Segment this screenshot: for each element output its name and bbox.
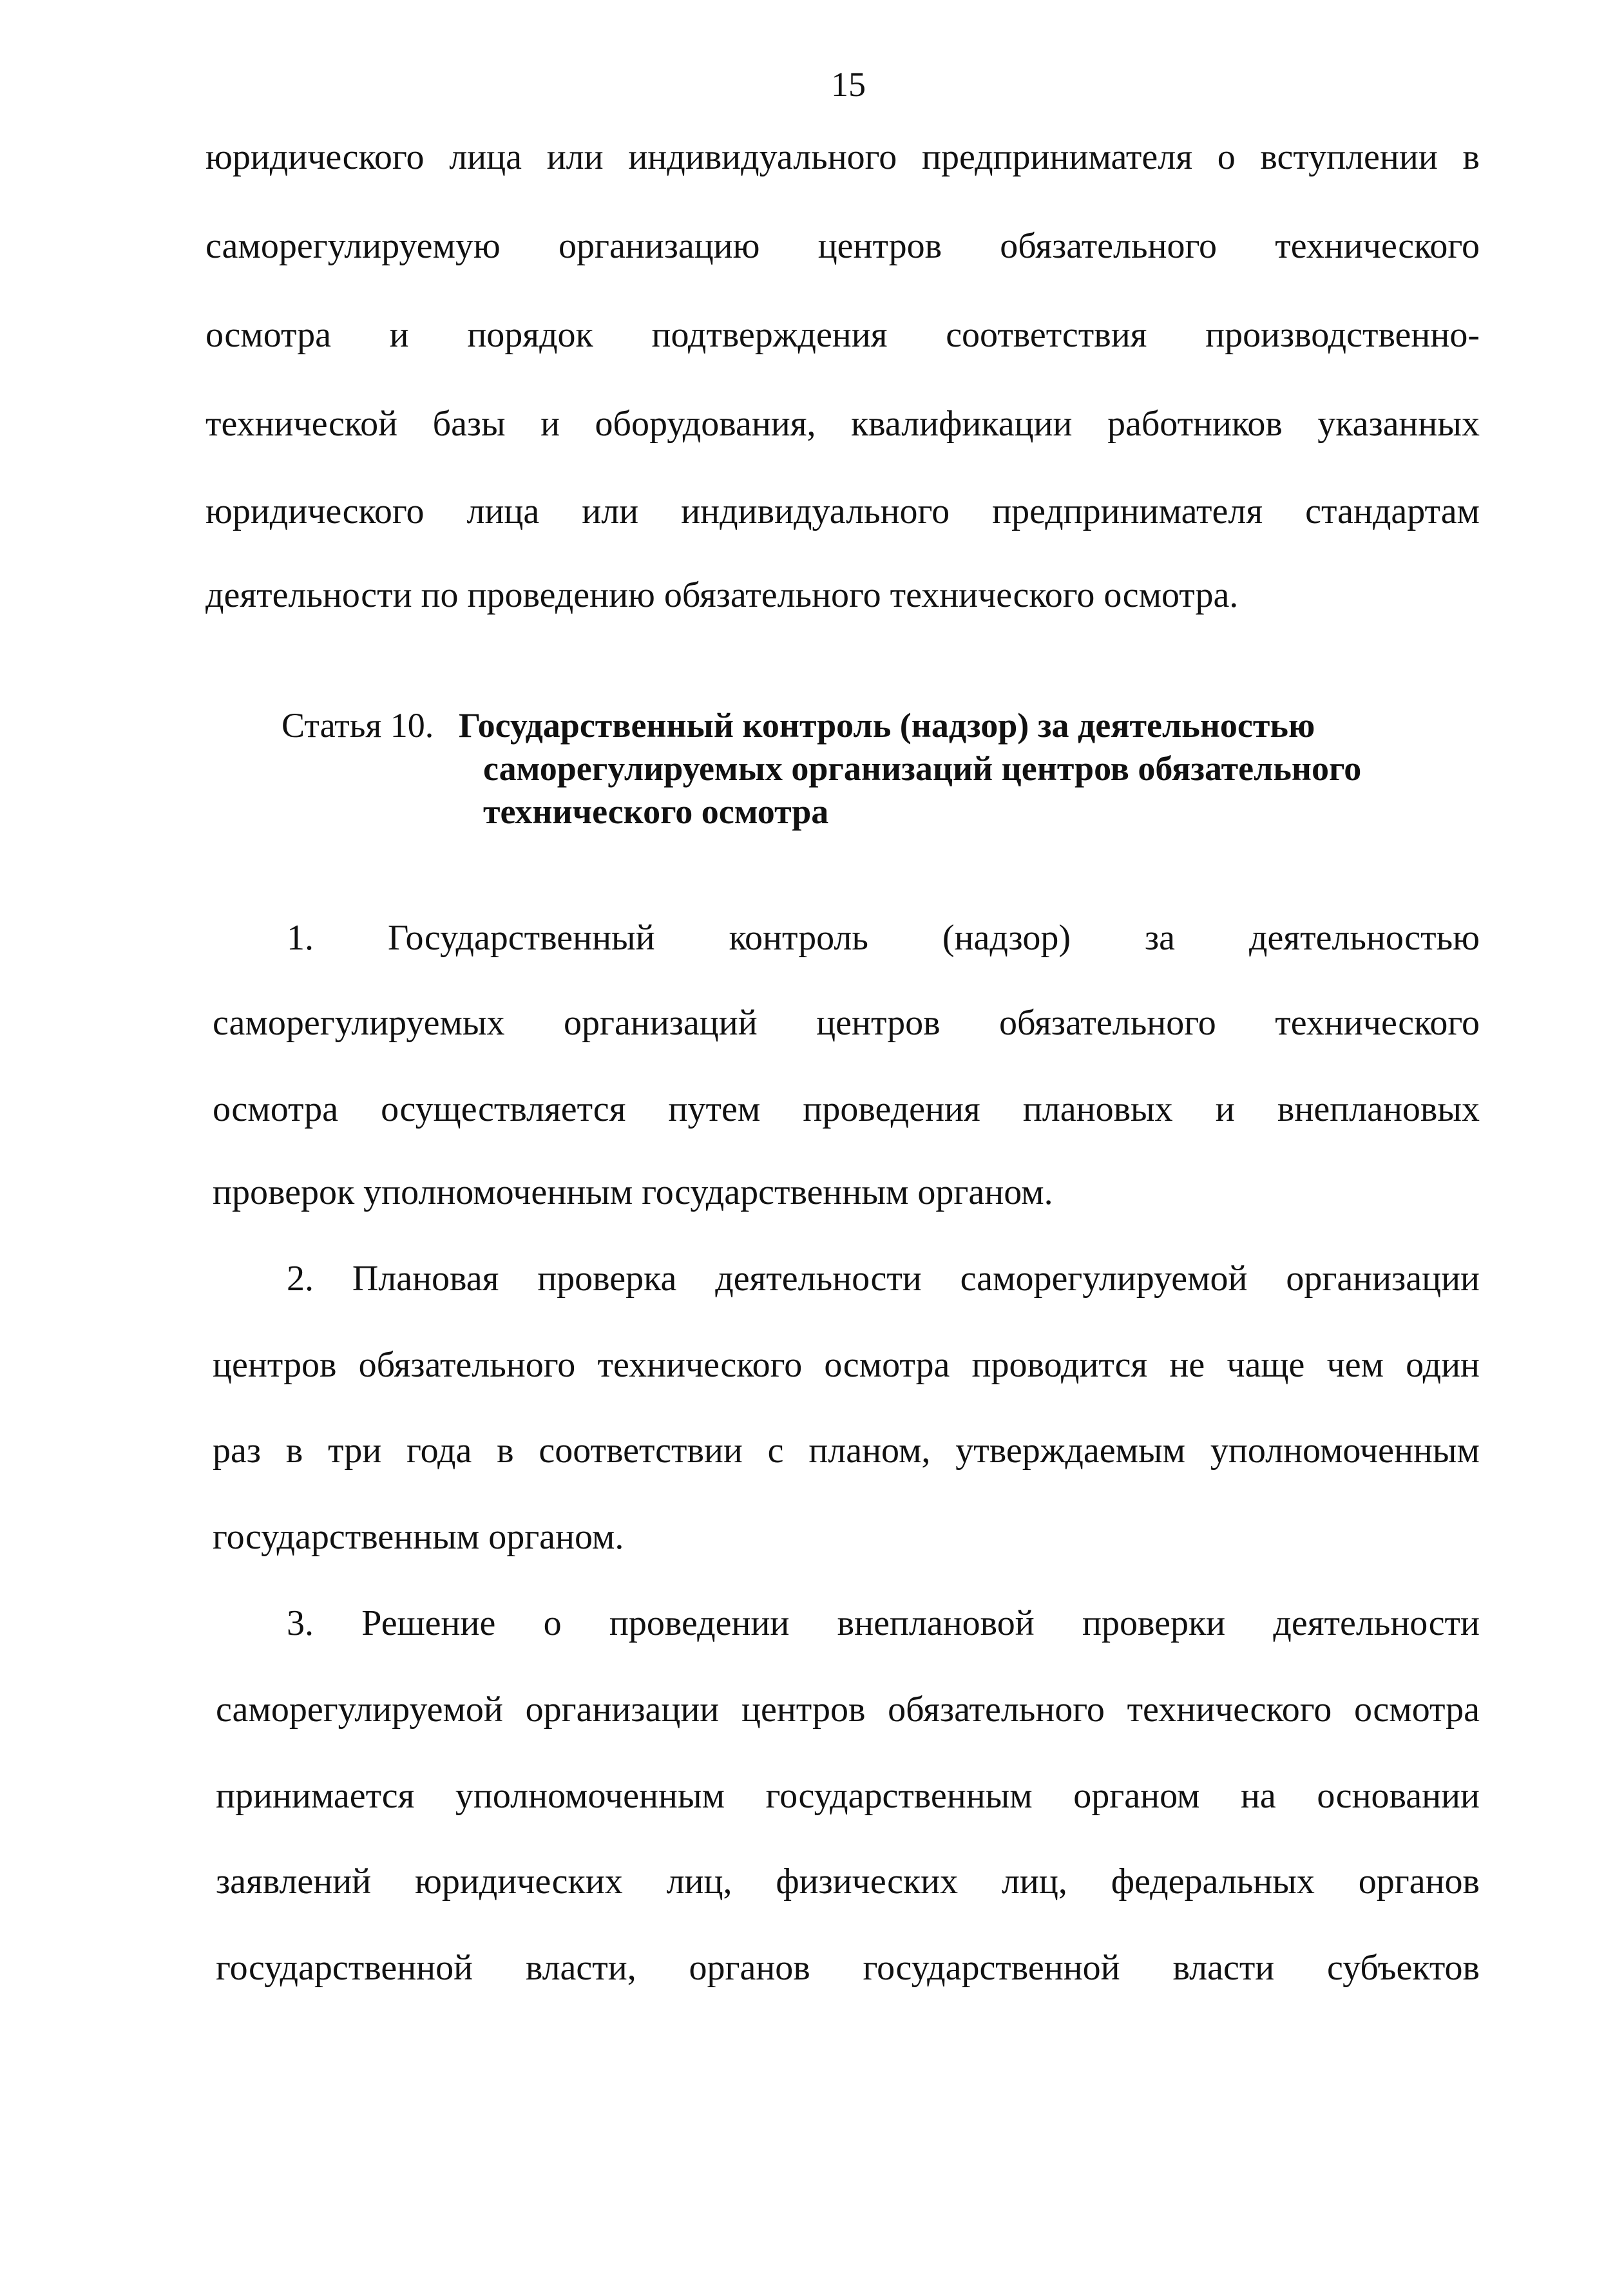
text-line: юридического лица или индивидуального предпринимателя стандартам <box>205 491 1480 531</box>
text-line: заявлений юридических лиц, физических лиц, федеральных органов <box>216 1862 1480 1902</box>
article-title-line: Государственный контроль (надзор) за деятельностью <box>459 706 1315 745</box>
text-line: 1. Государственный контроль (надзор) за деятельностью <box>287 918 1480 958</box>
text-line: юридического лица или индивидуального предпринимателя о вступлении в <box>205 137 1480 177</box>
text-line: технической базы и оборудования, квалификации работников указанных <box>205 404 1480 444</box>
text-line: раз в три года в соответствии с планом, утверждаемым уполномоченным <box>213 1431 1480 1471</box>
text-line: саморегулируемых организаций центров обязательного технического <box>213 1003 1480 1043</box>
text-line: государственным органом. <box>213 1517 624 1557</box>
text-line: 2. Плановая проверка деятельности саморегулируемой организации <box>287 1259 1480 1299</box>
text-line: 3. Решение о проведении внеплановой проверки деятельности <box>287 1603 1480 1643</box>
text-line: государственной власти, органов государственной власти субъектов <box>216 1948 1480 1988</box>
text-line: принимается уполномоченным государственным органом на основании <box>216 1776 1480 1816</box>
text-line: проверок уполномоченным государственным органом. <box>213 1172 1053 1212</box>
text-line: осмотра и порядок подтверждения соответствия производственно- <box>205 315 1480 355</box>
text-line: саморегулируемую организацию центров обязательного технического <box>205 226 1480 266</box>
article-label: Статья 10. <box>282 706 434 745</box>
text-line: саморегулируемой организации центров обязательного технического осмотра <box>216 1690 1480 1730</box>
text-line: центров обязательного технического осмотра проводится не чаще чем один <box>213 1345 1480 1385</box>
article-title-line: саморегулируемых организаций центров обязательного <box>483 749 1362 788</box>
text-line: деятельности по проведению обязательного технического осмотра. <box>205 575 1239 615</box>
text-line: осмотра осуществляется путем проведения плановых и внеплановых <box>213 1089 1480 1129</box>
page-number: 15 <box>831 65 866 104</box>
article-title-line: технического осмотра <box>483 792 829 831</box>
